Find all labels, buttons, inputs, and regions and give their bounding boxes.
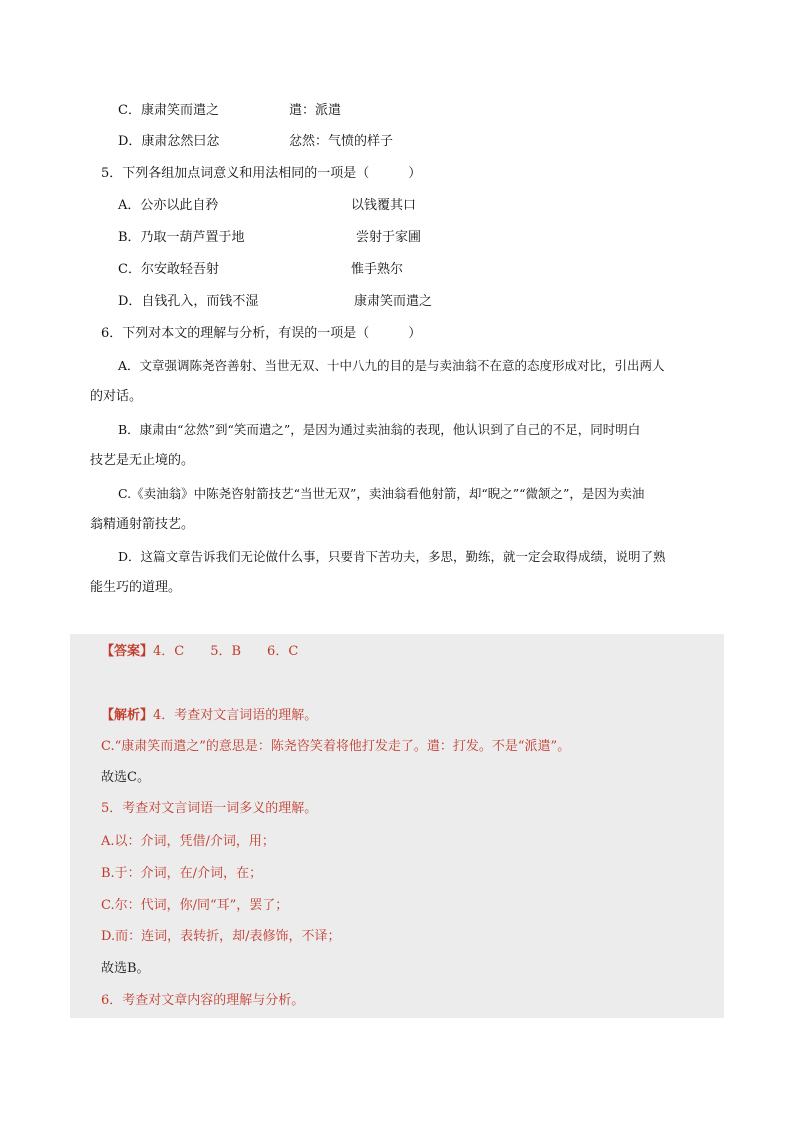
- q5-option-a-right: 以钱覆其口: [351, 198, 417, 213]
- q6-option-d-line1: D．这篇文章告诉我们无论做什么事，只要肯下苦功夫，多思，勤练，就一定会取得成绩，说明了熟: [118, 549, 666, 564]
- q4-option-d-left: D．康肃忿然曰忿: [118, 134, 220, 149]
- q5-option-b: [118, 228, 422, 248]
- q5-option-a: [118, 196, 417, 216]
- analysis-line-8: D.而：连词，表转折，却/表修饰，不译；: [101, 929, 341, 944]
- answer-line: [101, 642, 298, 662]
- q5-option-a-left: A．公亦以此自矜: [118, 198, 219, 213]
- answer-label: 【答案】: [101, 644, 154, 659]
- analysis-line-1: [101, 706, 317, 726]
- analysis-line-2: C.“康肃笑而遣之”的意思是：陈尧咨笑着将他打发走了。遣：打发。不是“派遣”。: [101, 739, 571, 754]
- q4-option-c-left: C．康肃笑而遣之: [118, 103, 219, 118]
- q6-option-b-line2: 技艺是无止境的。: [90, 453, 195, 468]
- q5-stem: 5．下列各组加点词意义和用法相同的一项是（ ）: [101, 166, 422, 181]
- q5-option-b-right: 尝射于家圃: [356, 230, 422, 245]
- answer-analysis-box: [70, 634, 724, 1018]
- q6-option-a-line2: 的对话。: [90, 389, 143, 404]
- q5-option-d-left: D．自钱孔入，而钱不湿: [118, 294, 259, 309]
- q6-option-c-line1: C.《卖油翁》中陈尧咨射箭技艺“当世无双”，卖油翁看他射箭，却“睨之”“微颔之”，是因为卖油: [118, 486, 645, 501]
- answer-text: 4．C 5．B 6．C: [153, 644, 299, 659]
- analysis-line-9: 故选B。: [101, 961, 150, 976]
- analysis-line-5: A.以：介词，凭借/介词，用；: [101, 834, 275, 849]
- q4-option-d: [118, 132, 394, 152]
- q6-stem: 6．下列对本文的理解与分析，有误的一项是（ ）: [101, 326, 422, 341]
- q6-option-c-line2: 翁精通射箭技艺。: [90, 517, 195, 532]
- analysis-text-1: 4．考查对文言词语的理解。: [153, 708, 318, 723]
- q5-option-d-right: 康肃笑而遣之: [354, 294, 433, 309]
- q5-option-c-left: C．尔安敢轻吾射: [118, 262, 219, 277]
- analysis-label: 【解析】: [101, 708, 154, 723]
- analysis-line-10: 6．考查对文章内容的理解与分析。: [101, 993, 305, 1008]
- analysis-line-4: 5．考查对文言词语一词多义的理解。: [101, 801, 318, 816]
- q5-option-d: [118, 292, 433, 312]
- q6-option-a-line1: A．文章强调陈尧咨善射、当世无双、十中八九的目的是与卖油翁不在意的态度形成对比，引出两人: [118, 358, 665, 373]
- q4-option-d-right: 忿然：气愤的样子: [289, 134, 394, 149]
- q4-option-c: [118, 101, 342, 121]
- q5-option-b-left: B．乃取一葫芦置于地: [118, 230, 245, 245]
- q6-option-d-line2: 能生巧的道理。: [90, 580, 182, 595]
- analysis-line-6: B.于：介词，在/介词，在；: [101, 866, 263, 881]
- q5-option-c-right: 惟手熟尔: [351, 262, 404, 277]
- q5-option-c: [118, 260, 404, 280]
- q4-option-c-right: 遣：派遣: [289, 103, 342, 118]
- q6-option-b-line1: B．康肃由“忿然”到“笑而遣之”，是因为通过卖油翁的表现，他认识到了自己的不足，同时明白: [118, 422, 641, 437]
- analysis-line-3: 故选C。: [101, 770, 150, 785]
- analysis-line-7: C.尔：代词，你/同“耳”，罢了；: [101, 898, 289, 913]
